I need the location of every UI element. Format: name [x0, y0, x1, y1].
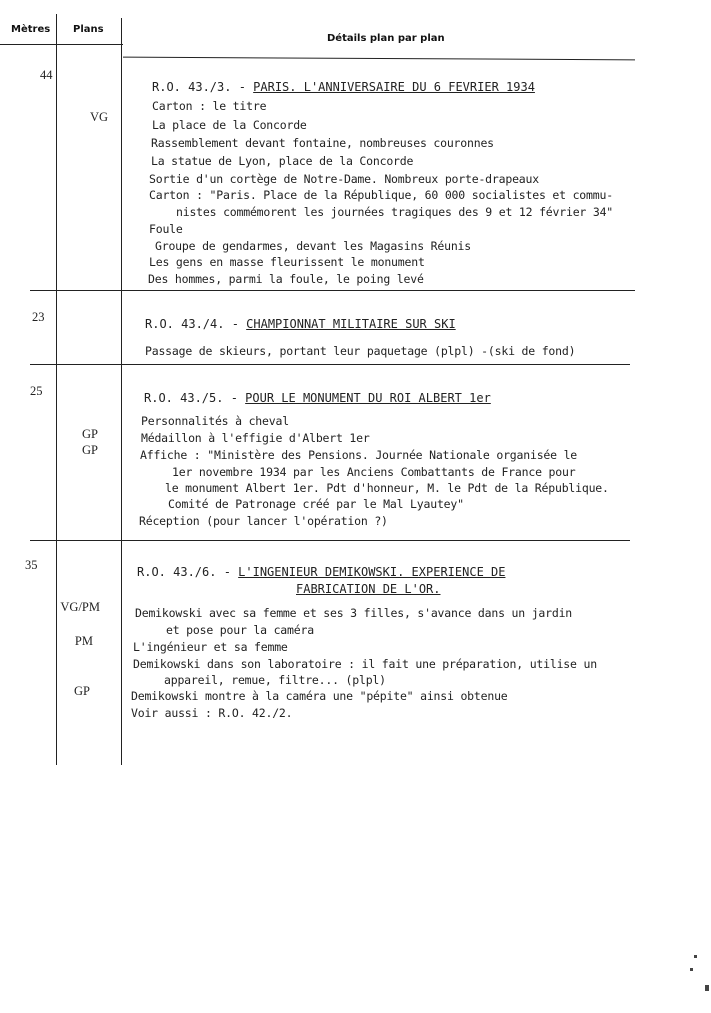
- shot-line: Sortie d'un cortège de Notre-Dame. Nombreux porte-drapeaux: [149, 172, 539, 186]
- metres-value: 44: [40, 68, 53, 82]
- shot-line: 1er novembre 1934 par les Anciens Combattants de France pour: [172, 465, 576, 479]
- shot-line: et pose pour la caméra: [166, 623, 314, 637]
- shot-line: Demikowski dans son laboratoire : il fait une préparation, utilise un: [133, 657, 597, 671]
- shot-line: Médaillon à l'effigie d'Albert 1er: [141, 431, 370, 445]
- section-ref: R.O. 43./5. -: [144, 391, 238, 405]
- section-ref: R.O. 43./3. -: [152, 80, 246, 94]
- metres-value: 23: [32, 310, 45, 324]
- shot-line: le monument Albert 1er. Pdt d'honneur, M. le Pdt de la République.: [165, 481, 609, 495]
- shot-line: Personnalités à cheval: [141, 414, 289, 428]
- header-metres: Mètres: [11, 24, 51, 35]
- column-divider-metres: [56, 14, 57, 765]
- plan-value: VG: [89, 110, 108, 124]
- shot-line: Les gens en masse fleurissent le monument: [149, 255, 425, 269]
- section-title: [152, 80, 535, 94]
- section-subject: CHAMPIONNAT MILITAIRE SUR SKI: [246, 317, 456, 331]
- plan-value: GP: [82, 427, 98, 441]
- plan-value: GP: [82, 443, 98, 457]
- shot-line: Demikowski avec sa femme et ses 3 filles, s'avance dans un jardin: [135, 606, 573, 620]
- section-title: [137, 565, 505, 579]
- section-title: [144, 391, 491, 405]
- shot-line: Réception (pour lancer l'opération ?): [139, 514, 388, 528]
- section-title-continued: [296, 582, 441, 596]
- shot-line: Foule: [149, 222, 183, 236]
- section-divider: [30, 290, 635, 291]
- metres-value: 35: [25, 558, 38, 572]
- header-details: Détails plan par plan: [327, 33, 445, 44]
- shot-line: appareil, remue, filtre... (plpl): [164, 673, 386, 687]
- shot-line: La statue de Lyon, place de la Concorde: [151, 154, 414, 168]
- shot-line: Des hommes, parmi la foule, le poing levé: [148, 272, 424, 286]
- shot-line: Carton : "Paris. Place de la République, 60 000 socialistes et commu-: [149, 188, 613, 202]
- column-divider-plans: [121, 18, 122, 765]
- shot-line: Passage de skieurs, portant leur paquetage (plpl) -(ski de fond): [145, 344, 576, 358]
- header-rule: [0, 44, 123, 45]
- shot-line: Affiche : "Ministère des Pensions. Journée Nationale organisée le: [140, 448, 578, 462]
- shot-line: Carton : le titre: [152, 99, 267, 113]
- metres-value: 25: [30, 384, 43, 398]
- section-subject: POUR LE MONUMENT DU ROI ALBERT 1er: [245, 391, 491, 405]
- shot-line: Groupe de gendarmes, devant les Magasins Réunis: [155, 239, 472, 253]
- shot-line: nistes commémorent les journées tragiques des 9 et 12 février 34": [176, 205, 614, 219]
- scan-speck: [694, 955, 697, 958]
- shot-line: Voir aussi : R.O. 42./2.: [131, 706, 293, 720]
- scan-speck: [705, 985, 709, 991]
- plan-value: VG/PM: [60, 600, 100, 614]
- plan-value: PM: [74, 634, 93, 648]
- section-ref: R.O. 43./4. -: [145, 317, 239, 331]
- shot-line: Comité de Patronage créé par le Mal Lyautey": [168, 497, 464, 511]
- plan-value: GP: [74, 684, 90, 698]
- section-subject: L'INGENIEUR DEMIKOWSKI. EXPERIENCE DE: [238, 565, 506, 579]
- section-title: [145, 317, 456, 331]
- section-subject: FABRICATION DE L'OR.: [296, 582, 441, 596]
- section-divider: [30, 364, 630, 365]
- shot-line: La place de la Concorde: [152, 118, 307, 132]
- shot-line: L'ingénieur et sa femme: [133, 640, 288, 654]
- section-subject: PARIS. L'ANNIVERSAIRE DU 6 FEVRIER 1934: [253, 80, 535, 94]
- shot-line: Rassemblement devant fontaine, nombreuses couronnes: [151, 136, 494, 150]
- scan-speck: [690, 968, 693, 971]
- header-plans: Plans: [73, 24, 104, 35]
- shot-line: Demikowski montre à la caméra une "pépite" ainsi obtenue: [131, 689, 508, 703]
- section-divider: [30, 540, 630, 541]
- section-ref: R.O. 43./6. -: [137, 565, 231, 579]
- header-rule-right: [123, 57, 635, 61]
